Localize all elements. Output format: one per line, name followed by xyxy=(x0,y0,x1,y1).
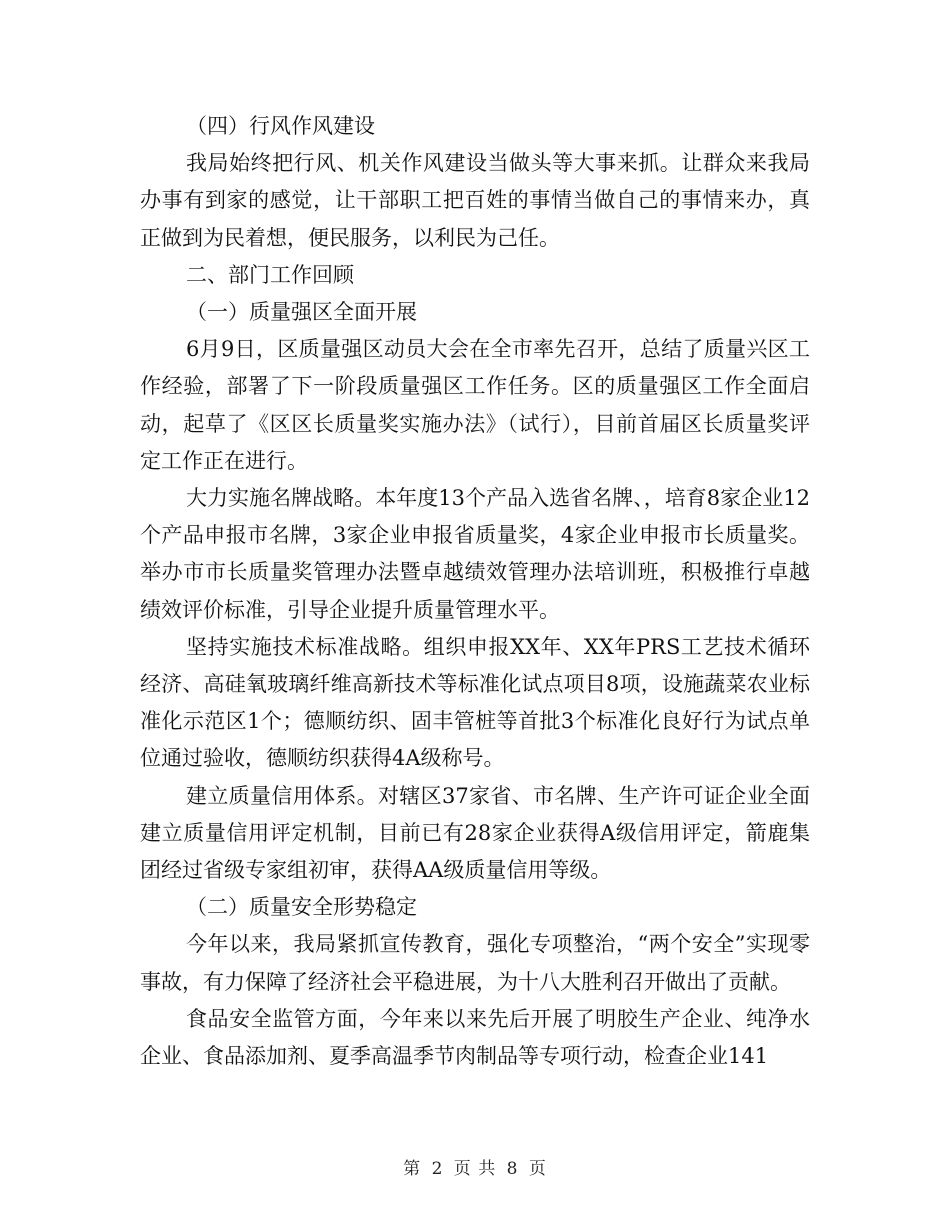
section-heading-review: 二、部门工作回顾 xyxy=(186,262,354,287)
footer-prefix: 第 xyxy=(403,1159,422,1179)
paragraph-safety-overview: 今年以来，我局紧抓宣传教育，强化专项整治，“两个安全”实现零事故，有力保障了经济社会平稳进展，为十八大胜利召开做出了贡献。 xyxy=(140,932,810,994)
footer-page-number: 2 xyxy=(431,1159,444,1179)
section-heading-conduct: （四）行风作风建设 xyxy=(186,114,375,138)
paragraph-quality-meeting: 6月9日，区质量强区动员大会在全市率先召开，总结了质量兴区工作经验，部署了下一阶段质量强区工作任务。区的质量强区工作全面启动，起草了《区区长质量奖实施办法》（试行），目前首届区长质量奖评定工作正在进行。 xyxy=(140,337,810,473)
paragraph-brand-strategy: 大力实施名牌战略。本年度13个产品入选省名牌、，培育8家企业12个产品申报市名牌，3家企业申报省质量奖，4家企业申报市长质量奖。举办市市长质量奖管理办法暨卓越绩效管理办法培训班，积极推行卓越绩效评价标准，引导企业提升质量管理水平。 xyxy=(140,486,810,622)
page-footer xyxy=(0,1154,950,1179)
section-heading-safety: （二）质量安全形势稳定 xyxy=(186,895,417,920)
footer-total-pages: 8 xyxy=(506,1159,519,1179)
section-heading-quality: （一）质量强区全面开展 xyxy=(186,300,417,325)
footer-suffix: 页 xyxy=(528,1159,547,1179)
footer-middle: 页 共 xyxy=(453,1159,497,1179)
paragraph-food-safety: 食品安全监管方面，今年来以来先后开展了明胶生产企业、纯净水企业、食品添加剂、夏季高温季节肉制品等专项行动，检查企业141 xyxy=(140,1006,810,1069)
document-body xyxy=(140,108,810,1075)
paragraph-conduct: 我局始终把行风、机关作风建设当做头等大事来抓。让群众来我局办事有到家的感觉，让干部职工把百姓的事情当做自己的事情来办，真正做到为民着想，便民服务，以利民为己任。 xyxy=(140,151,810,250)
paragraph-credit-system: 建立质量信用体系。对辖区37家省、市名牌、生产许可证企业全面建立质量信用评定机制，目前已有28家企业获得A级信用评定，箭鹿集团经过省级专家组初审，获得AA级质量信用等级。 xyxy=(140,783,810,883)
paragraph-standard-strategy: 坚持实施技术标准战略。组织申报XX年、XX年PRS工艺技术循环经济、高硅氧玻璃纤维高新技术等标准化试点项目8项，设施蔬菜农业标准化示范区1个；德顺纺织、固丰管桩等首批3个标准化良好行为试点单位通过验收，德顺纺织获得4A级称号。 xyxy=(140,634,810,771)
